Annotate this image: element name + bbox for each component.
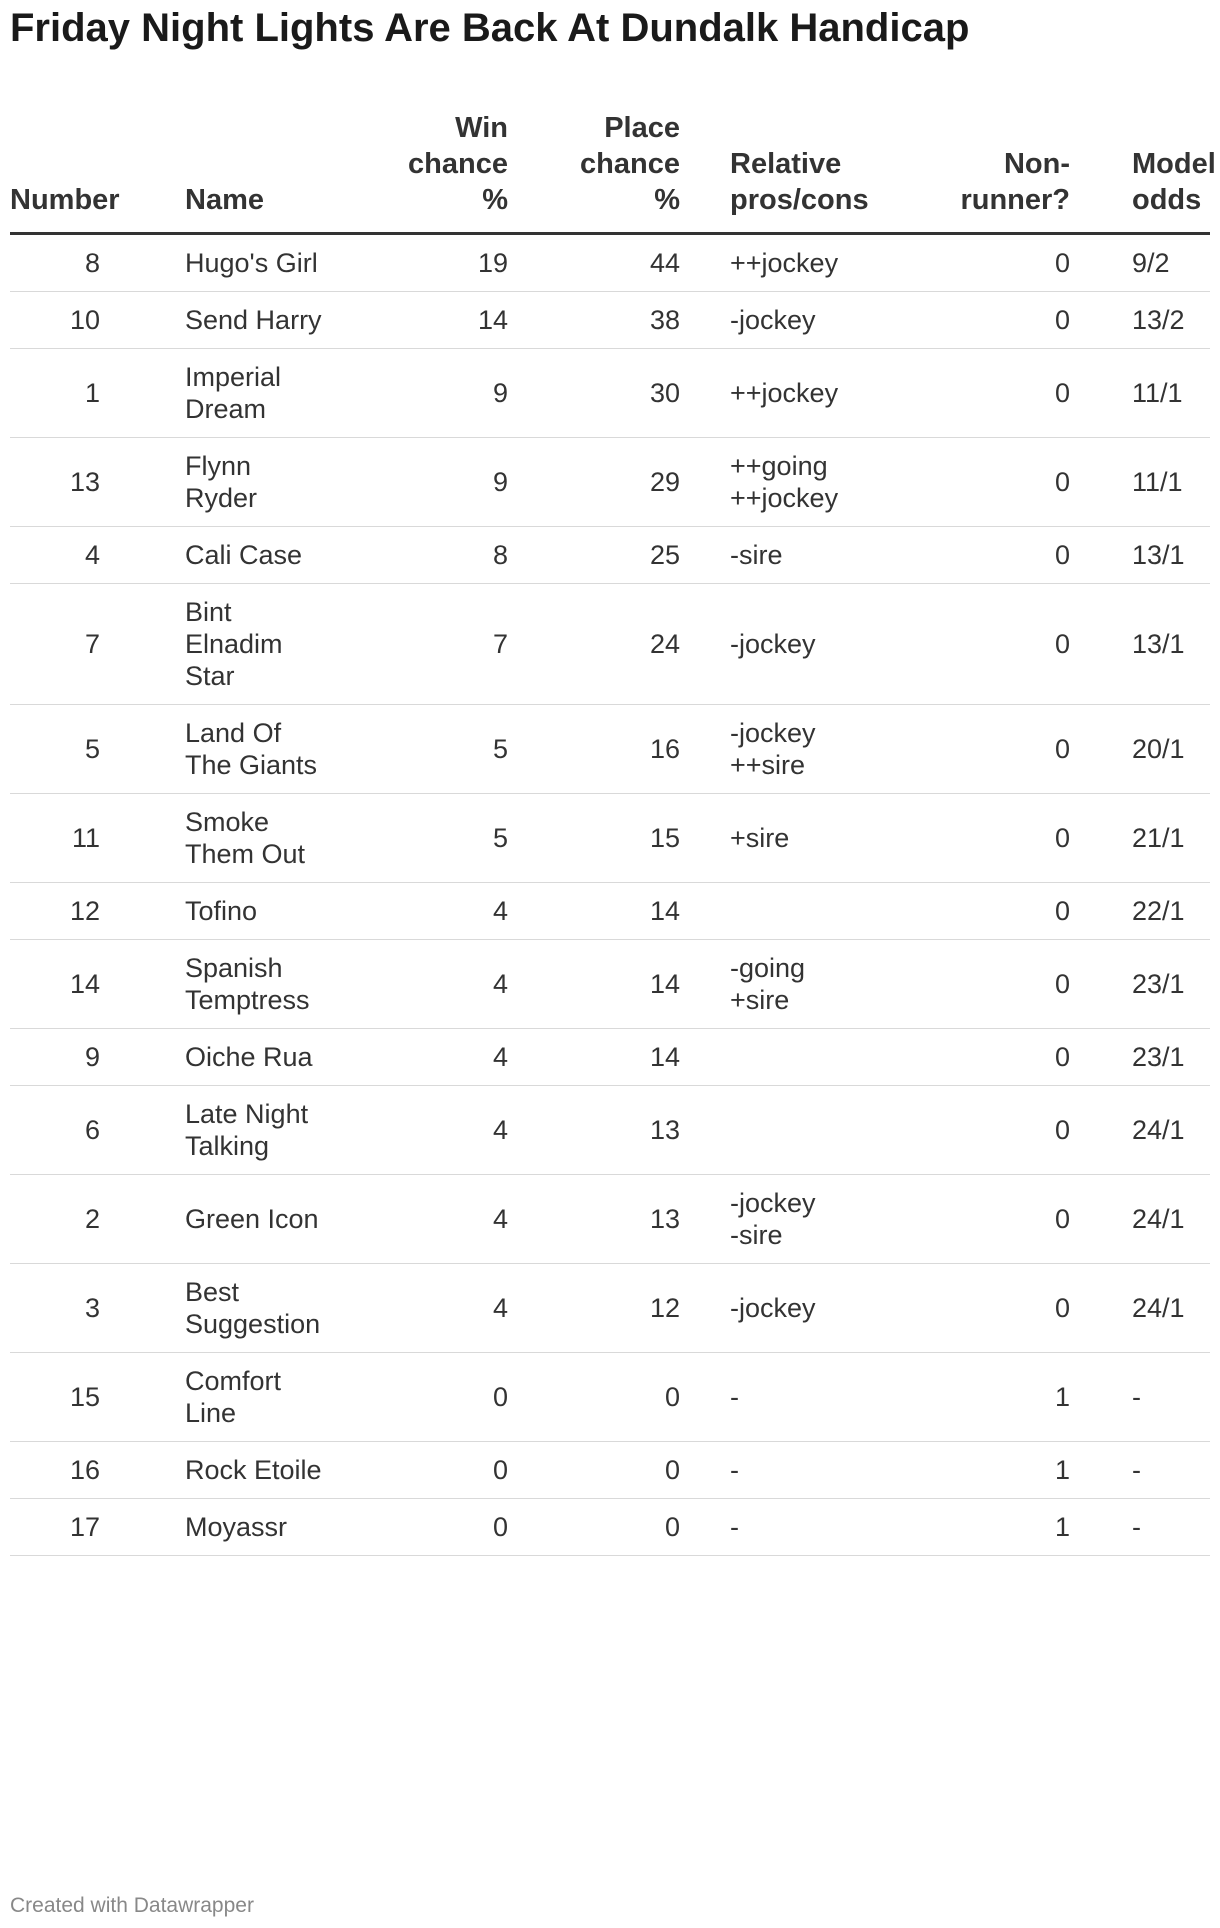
cell-name: Comfort Line	[185, 1353, 340, 1442]
table-row	[10, 438, 1210, 527]
cell-win-chance: 9	[340, 438, 508, 527]
cell-non-runner: 1	[880, 1499, 1070, 1556]
cell-win-chance: 4	[340, 1264, 508, 1353]
table-row	[10, 1353, 1210, 1442]
cell-name: Green Icon	[185, 1175, 340, 1264]
cell-relative: -	[680, 1499, 880, 1556]
cell-non-runner: 0	[880, 1264, 1070, 1353]
cell-number: 5	[10, 705, 185, 794]
cell-place-chance: 13	[508, 1175, 680, 1264]
cell-relative: -going +sire	[680, 940, 880, 1029]
cell-place-chance: 14	[508, 883, 680, 940]
cell-relative: -	[680, 1353, 880, 1442]
cell-name: Oiche Rua	[185, 1029, 340, 1086]
cell-win-chance: 19	[340, 234, 508, 292]
cell-non-runner: 0	[880, 234, 1070, 292]
cell-relative: ++jockey	[680, 234, 880, 292]
cell-model-odds: -	[1070, 1442, 1210, 1499]
cell-place-chance: 14	[508, 940, 680, 1029]
chart-title: Friday Night Lights Are Back At Dundalk Handicap	[10, 6, 970, 50]
cell-model-odds: 21/1	[1070, 794, 1210, 883]
cell-model-odds: 11/1	[1070, 349, 1210, 438]
cell-number: 4	[10, 527, 185, 584]
cell-place-chance: 29	[508, 438, 680, 527]
cell-place-chance: 24	[508, 584, 680, 705]
table-row	[10, 584, 1210, 705]
table-row	[10, 1442, 1210, 1499]
cell-place-chance: 0	[508, 1442, 680, 1499]
cell-non-runner: 0	[880, 349, 1070, 438]
cell-number: 6	[10, 1086, 185, 1175]
cell-win-chance: 4	[340, 1029, 508, 1086]
cell-model-odds: 11/1	[1070, 438, 1210, 527]
cell-win-chance: 4	[340, 940, 508, 1029]
cell-name: Tofino	[185, 883, 340, 940]
table-row	[10, 705, 1210, 794]
cell-number: 13	[10, 438, 185, 527]
cell-name: Best Suggestion	[185, 1264, 340, 1353]
cell-win-chance: 4	[340, 883, 508, 940]
cell-place-chance: 30	[508, 349, 680, 438]
cell-non-runner: 0	[880, 438, 1070, 527]
cell-win-chance: 0	[340, 1499, 508, 1556]
cell-win-chance: 0	[340, 1442, 508, 1499]
cell-number: 11	[10, 794, 185, 883]
cell-number: 16	[10, 1442, 185, 1499]
cell-name: Rock Etoile	[185, 1442, 340, 1499]
cell-place-chance: 15	[508, 794, 680, 883]
cell-name: Hugo's Girl	[185, 234, 340, 292]
cell-model-odds: 24/1	[1070, 1264, 1210, 1353]
cell-relative: -jockey	[680, 584, 880, 705]
header-non-runner[interactable]: Non- runner?	[880, 110, 1070, 234]
cell-place-chance: 38	[508, 292, 680, 349]
cell-model-odds: -	[1070, 1353, 1210, 1442]
cell-number: 1	[10, 349, 185, 438]
cell-model-odds: 23/1	[1070, 1029, 1210, 1086]
table-row	[10, 1029, 1210, 1086]
header-relative[interactable]: Relative pros/cons	[680, 110, 880, 234]
cell-number: 17	[10, 1499, 185, 1556]
cell-non-runner: 0	[880, 794, 1070, 883]
cell-place-chance: 0	[508, 1353, 680, 1442]
cell-non-runner: 1	[880, 1353, 1070, 1442]
cell-non-runner: 0	[880, 883, 1070, 940]
table-body	[10, 234, 1210, 1556]
cell-name: Spanish Temptress	[185, 940, 340, 1029]
cell-place-chance: 12	[508, 1264, 680, 1353]
cell-number: 2	[10, 1175, 185, 1264]
cell-name: Bint Elnadim Star	[185, 584, 340, 705]
header-name[interactable]: Name	[185, 110, 340, 234]
cell-model-odds: 24/1	[1070, 1175, 1210, 1264]
cell-number: 7	[10, 584, 185, 705]
cell-relative: ++jockey	[680, 349, 880, 438]
cell-non-runner: 1	[880, 1442, 1070, 1499]
header-model-odds[interactable]: Model odds	[1070, 110, 1210, 234]
table-row	[10, 234, 1210, 292]
cell-win-chance: 7	[340, 584, 508, 705]
table-row	[10, 940, 1210, 1029]
cell-place-chance: 13	[508, 1086, 680, 1175]
cell-number: 9	[10, 1029, 185, 1086]
cell-win-chance: 9	[340, 349, 508, 438]
cell-win-chance: 0	[340, 1353, 508, 1442]
cell-relative: -jockey ++sire	[680, 705, 880, 794]
cell-model-odds: 9/2	[1070, 234, 1210, 292]
cell-non-runner: 0	[880, 940, 1070, 1029]
cell-win-chance: 8	[340, 527, 508, 584]
header-place-chance[interactable]: Place chance %	[508, 110, 680, 234]
cell-name: Cali Case	[185, 527, 340, 584]
header-number[interactable]: Number	[10, 110, 185, 234]
cell-place-chance: 16	[508, 705, 680, 794]
cell-model-odds: 23/1	[1070, 940, 1210, 1029]
table-row	[10, 527, 1210, 584]
cell-relative	[680, 883, 880, 940]
table-row	[10, 292, 1210, 349]
cell-name: Land Of The Giants	[185, 705, 340, 794]
cell-model-odds: -	[1070, 1499, 1210, 1556]
cell-relative: ++going ++jockey	[680, 438, 880, 527]
cell-model-odds: 13/2	[1070, 292, 1210, 349]
table-row	[10, 883, 1210, 940]
cell-number: 15	[10, 1353, 185, 1442]
cell-non-runner: 0	[880, 1086, 1070, 1175]
cell-number: 10	[10, 292, 185, 349]
cell-relative: +sire	[680, 794, 880, 883]
cell-name: Flynn Ryder	[185, 438, 340, 527]
cell-place-chance: 25	[508, 527, 680, 584]
cell-non-runner: 0	[880, 1029, 1070, 1086]
header-row	[10, 110, 1210, 234]
cell-non-runner: 0	[880, 292, 1070, 349]
table-row	[10, 1086, 1210, 1175]
cell-relative: -jockey	[680, 292, 880, 349]
odds-table	[10, 110, 1216, 1556]
cell-relative	[680, 1086, 880, 1175]
table-row	[10, 1175, 1210, 1264]
cell-name: Late Night Talking	[185, 1086, 340, 1175]
cell-place-chance: 0	[508, 1499, 680, 1556]
cell-model-odds: 13/1	[1070, 584, 1210, 705]
cell-place-chance: 14	[508, 1029, 680, 1086]
footer-credit: Created with Datawrapper	[10, 1894, 254, 1917]
cell-win-chance: 14	[340, 292, 508, 349]
cell-relative: -	[680, 1442, 880, 1499]
cell-name: Imperial Dream	[185, 349, 340, 438]
cell-relative: -jockey -sire	[680, 1175, 880, 1264]
cell-name: Moyassr	[185, 1499, 340, 1556]
cell-number: 12	[10, 883, 185, 940]
cell-place-chance: 44	[508, 234, 680, 292]
cell-model-odds: 22/1	[1070, 883, 1210, 940]
cell-name: Send Harry	[185, 292, 340, 349]
header-win-chance[interactable]: Win chance %	[340, 110, 508, 234]
table-row	[10, 1499, 1210, 1556]
cell-model-odds: 20/1	[1070, 705, 1210, 794]
cell-win-chance: 4	[340, 1175, 508, 1264]
cell-relative: -jockey	[680, 1264, 880, 1353]
table-row	[10, 794, 1210, 883]
table-row	[10, 1264, 1210, 1353]
cell-number: 8	[10, 234, 185, 292]
cell-win-chance: 4	[340, 1086, 508, 1175]
cell-non-runner: 0	[880, 584, 1070, 705]
cell-win-chance: 5	[340, 705, 508, 794]
cell-number: 3	[10, 1264, 185, 1353]
cell-model-odds: 24/1	[1070, 1086, 1210, 1175]
cell-relative	[680, 1029, 880, 1086]
cell-relative: -sire	[680, 527, 880, 584]
cell-win-chance: 5	[340, 794, 508, 883]
cell-number: 14	[10, 940, 185, 1029]
cell-non-runner: 0	[880, 1175, 1070, 1264]
cell-model-odds: 13/1	[1070, 527, 1210, 584]
cell-non-runner: 0	[880, 705, 1070, 794]
cell-name: Smoke Them Out	[185, 794, 340, 883]
table-row	[10, 349, 1210, 438]
cell-non-runner: 0	[880, 527, 1070, 584]
